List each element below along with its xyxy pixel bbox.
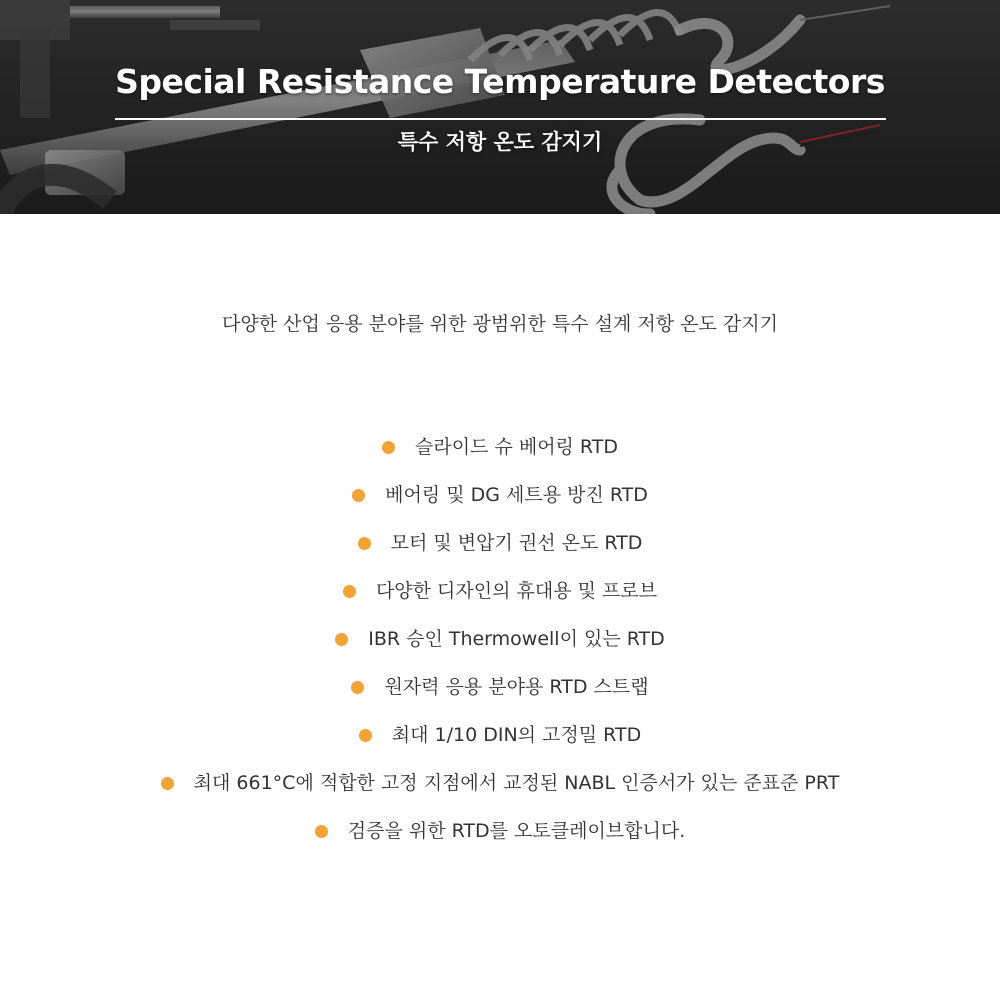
feature-item xyxy=(0,663,1000,711)
bullet-dot-icon xyxy=(359,729,372,742)
feature-item xyxy=(0,711,1000,759)
feature-text: 원자력 응용 분야용 RTD 스트랩 xyxy=(384,676,649,698)
bullet-dot-icon xyxy=(315,825,328,838)
hero-title: Special Resistance Temperature Detectors xyxy=(115,62,885,101)
feature-item xyxy=(0,471,1000,519)
feature-text: IBR 승인 Thermowell이 있는 RTD xyxy=(368,628,665,650)
intro-text: 다양한 산업 응용 분야를 위한 광범위한 특수 설계 저항 온도 감지기 xyxy=(222,313,778,335)
bullet-dot-icon xyxy=(161,777,174,790)
bullet-dot-icon xyxy=(358,537,371,550)
feature-list xyxy=(0,423,1000,855)
feature-text: 검증을 위한 RTD를 오토클레이브합니다. xyxy=(347,820,686,842)
bullet-dot-icon xyxy=(382,441,395,454)
feature-item xyxy=(0,423,1000,471)
feature-text: 최대 1/10 DIN의 고정밀 RTD xyxy=(391,724,642,746)
bullet-dot-icon xyxy=(343,585,356,598)
hero-subtitle: 특수 저항 온도 감지기 xyxy=(397,130,603,154)
bullet-dot-icon xyxy=(335,633,348,646)
feature-item xyxy=(0,807,1000,855)
bullet-dot-icon xyxy=(351,681,364,694)
feature-item xyxy=(0,615,1000,663)
bullet-dot-icon xyxy=(352,489,365,502)
feature-item xyxy=(0,567,1000,615)
feature-item xyxy=(0,759,1000,807)
feature-text: 다양한 디자인의 휴대용 및 프로브 xyxy=(375,580,658,602)
feature-text: 슬라이드 슈 베어링 RTD xyxy=(414,436,618,458)
hero-banner xyxy=(0,0,1000,214)
feature-item xyxy=(0,519,1000,567)
feature-text: 최대 661°C에 적합한 고정 지점에서 교정된 NABL 인증서가 있는 준표준 PRT xyxy=(193,772,840,794)
feature-text: 베어링 및 DG 세트용 방진 RTD xyxy=(385,484,648,506)
hero-divider xyxy=(115,118,886,120)
hero-dark-overlay xyxy=(0,0,1000,214)
feature-text: 모터 및 변압기 권선 온도 RTD xyxy=(390,532,643,554)
